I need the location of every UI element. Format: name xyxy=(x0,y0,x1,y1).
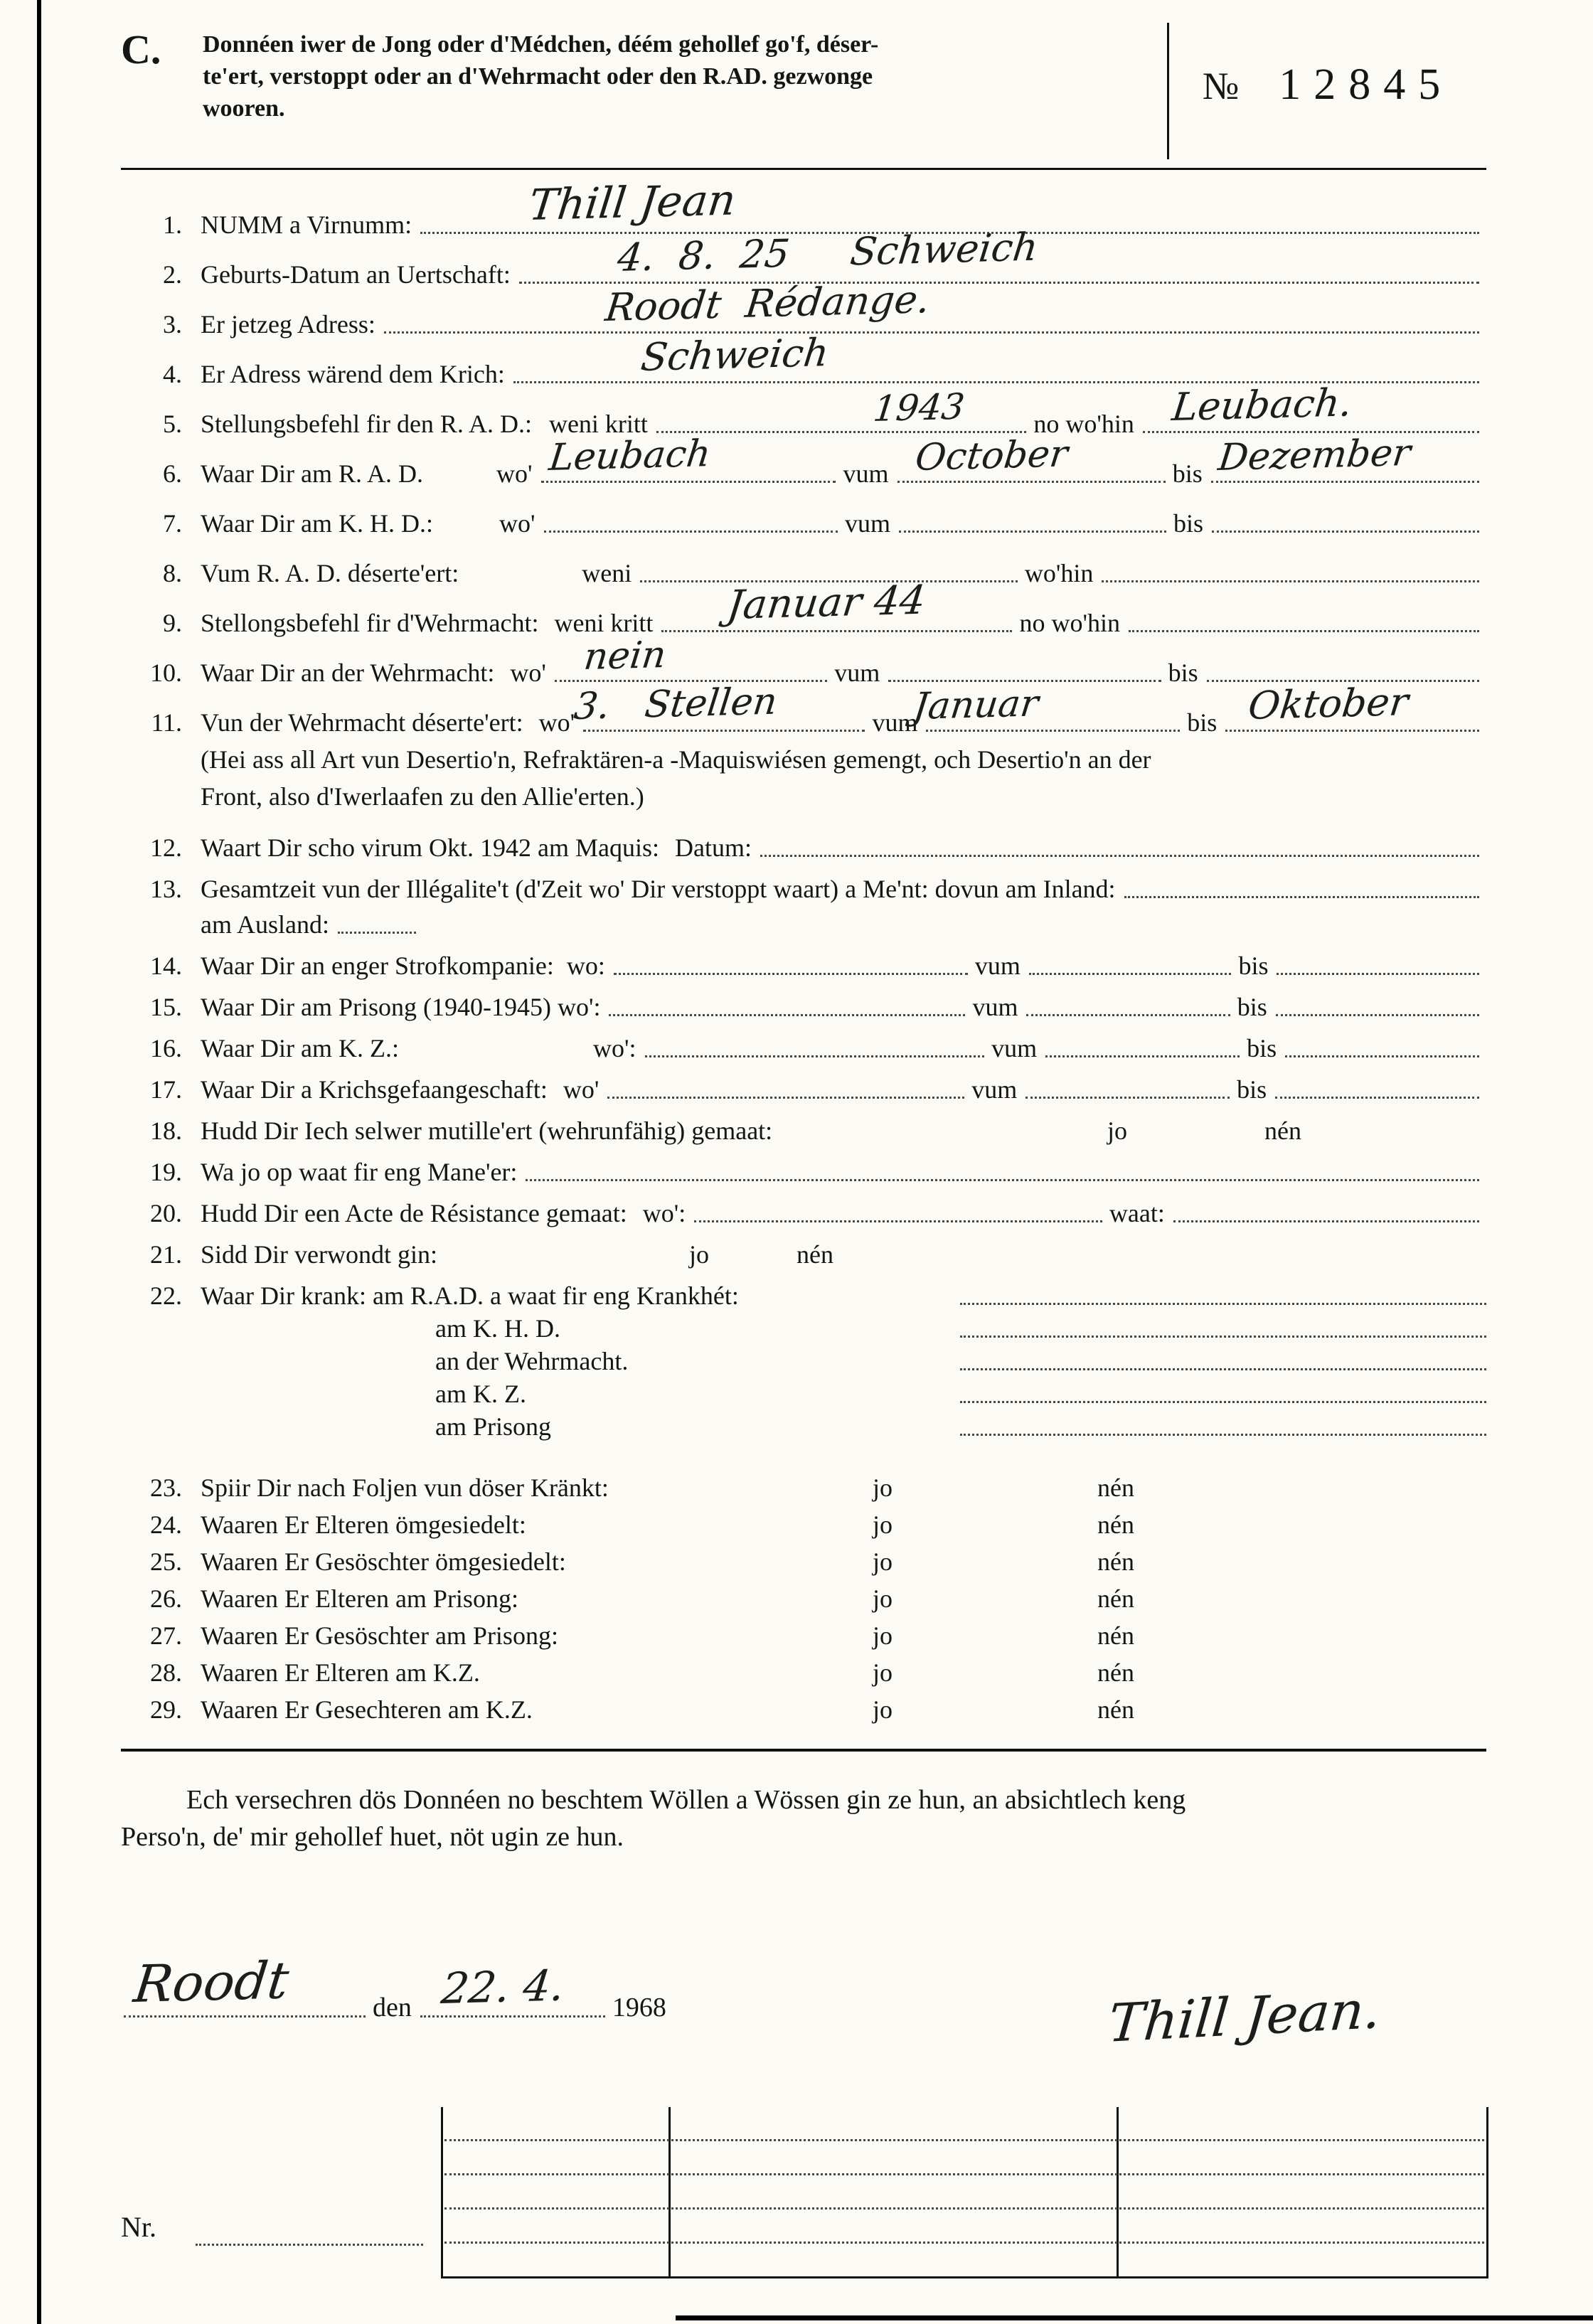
item-label: NUMM a Virnumm: xyxy=(201,210,412,239)
item-label: Geburts-Datum an Uertschaft: xyxy=(201,260,511,289)
handwritten-entry: Leubach. xyxy=(1169,380,1355,430)
item-label: vum xyxy=(974,952,1021,980)
item-number: 25. xyxy=(150,1547,182,1576)
item-label: Waaren Er Gesöschter am Prisong: xyxy=(201,1621,558,1650)
dotted-line xyxy=(694,1194,1102,1222)
dotted-line xyxy=(513,330,1479,383)
item-label: Waaren Er Elteren am K.Z. xyxy=(201,1658,480,1687)
answer-option: jo xyxy=(873,1658,893,1687)
form-item xyxy=(121,380,1486,439)
dotted-line xyxy=(1102,554,1479,582)
dotted-line xyxy=(1129,604,1479,632)
answer-option: jo xyxy=(873,1510,893,1539)
item-line xyxy=(121,904,1486,939)
handwritten-place: Roodt xyxy=(131,1950,292,2014)
item-number: 12. xyxy=(150,833,182,862)
dotted-line xyxy=(544,504,838,533)
item-line xyxy=(121,774,1486,811)
answer-option: jo xyxy=(1107,1116,1128,1145)
item-label: wo': xyxy=(642,1199,686,1227)
item-label: Waar Dir am R. A. D. xyxy=(201,459,424,488)
form-item xyxy=(121,1228,1486,1269)
item-line xyxy=(121,1104,1486,1146)
footer-table-dotted-row xyxy=(444,2139,1484,2141)
item-label: Waar Dir am K. H. D.: xyxy=(201,509,434,538)
handwritten-signature: Thill Jean. xyxy=(1105,1979,1383,2054)
nr-dotted-line xyxy=(196,2244,423,2246)
dotted-line xyxy=(1045,1029,1240,1057)
dotted-line xyxy=(519,224,1479,284)
item-label: bis xyxy=(1237,1075,1267,1104)
form-item xyxy=(121,821,1486,863)
item-label: wo'hin xyxy=(1024,559,1094,587)
answer-option: nén xyxy=(1097,1473,1134,1502)
scan-edge-bottom xyxy=(676,2315,1593,2320)
description-line: wooren. xyxy=(203,95,285,122)
item-label: vum xyxy=(834,659,880,687)
item-number: 3. xyxy=(163,310,182,339)
footer-table-vline xyxy=(1486,2107,1488,2278)
item-number: 1. xyxy=(163,210,182,239)
item-line xyxy=(121,1540,1486,1577)
item-label: wo' xyxy=(510,659,546,687)
item-number: 24. xyxy=(150,1510,182,1539)
item-number: 23. xyxy=(150,1473,182,1502)
item-label: vum xyxy=(872,708,918,737)
item-label: Sidd Dir verwondt gin: xyxy=(201,1240,437,1269)
form-item xyxy=(121,981,1486,1022)
dotted-line xyxy=(338,905,416,934)
item-line xyxy=(121,1146,1486,1187)
item-number: 29. xyxy=(150,1695,182,1724)
handwritten-entry: Januar xyxy=(911,682,1041,728)
form-header xyxy=(121,23,1486,159)
form-number xyxy=(1169,23,1486,110)
item-line xyxy=(121,1688,1486,1725)
answer-option: nén xyxy=(1097,1695,1134,1724)
numero-value: 12845 xyxy=(1279,60,1454,109)
handwritten-entry: October xyxy=(913,432,1070,479)
item-line xyxy=(121,1187,1486,1228)
item-line xyxy=(121,1063,1486,1104)
item-label: wo' xyxy=(563,1075,600,1104)
handwritten-date: 22. 4. xyxy=(438,1961,568,2014)
item-number: 8. xyxy=(163,559,182,587)
item-line xyxy=(121,1614,1486,1651)
item-line xyxy=(121,1503,1486,1540)
answer-option: jo xyxy=(689,1240,710,1269)
item-label: vum xyxy=(843,459,889,488)
item-label: wo' xyxy=(499,509,536,538)
item-number: 22. xyxy=(150,1281,182,1310)
item-line xyxy=(121,380,1486,439)
dotted-line xyxy=(384,277,1479,334)
item-line xyxy=(121,1461,1486,1503)
form-item xyxy=(121,577,1486,638)
item-label: am Prisong xyxy=(435,1412,552,1441)
item-label: am K. Z. xyxy=(435,1380,526,1408)
item-label: Spiir Dir nach Foljen vun döser Kränkt: xyxy=(201,1473,609,1502)
dotted-line xyxy=(1285,1029,1479,1057)
item-label: Waaren Er Gesechteren am K.Z. xyxy=(201,1695,533,1724)
form-item xyxy=(121,1577,1486,1614)
footer xyxy=(121,2107,1486,2285)
item-number: 16. xyxy=(150,1034,182,1062)
item-number: 26. xyxy=(150,1584,182,1613)
item-label: Waar Dir an der Wehrmacht: xyxy=(201,659,495,687)
item-number: 17. xyxy=(150,1075,182,1104)
item-label: Waaren Er Elteren am Prisong: xyxy=(201,1584,518,1613)
form-item xyxy=(121,634,1486,688)
item-label: wo' xyxy=(538,708,575,737)
form-item xyxy=(121,1063,1486,1104)
dotted-line xyxy=(960,1401,1486,1403)
dotted-line xyxy=(960,1303,1486,1305)
item-line xyxy=(121,679,1486,737)
dotted-line xyxy=(1276,988,1479,1016)
handwritten-entry: Januar 44 xyxy=(725,577,928,629)
description-line: Donnéen iwer de Jong oder d'Médchen, déém gehollef go'f, déser- xyxy=(203,31,879,58)
item-line xyxy=(121,1343,1486,1376)
item-number: 27. xyxy=(150,1621,182,1650)
item-line xyxy=(121,1311,1486,1343)
dotted-line xyxy=(555,634,827,682)
item-label: wo': xyxy=(593,1034,636,1062)
form-item xyxy=(121,489,1486,538)
item-label: wo: xyxy=(566,952,605,980)
footer-table-dotted-row xyxy=(444,2173,1484,2175)
declaration xyxy=(121,1781,1486,1855)
form-item xyxy=(121,431,1486,489)
dotted-line xyxy=(661,577,1012,632)
form-item xyxy=(121,1614,1486,1651)
item-number: 18. xyxy=(150,1116,182,1145)
item-line xyxy=(121,1269,1486,1311)
section-letter: C. xyxy=(121,26,161,73)
form-item xyxy=(121,1104,1486,1146)
item-line xyxy=(121,431,1486,489)
dotted-line xyxy=(960,1434,1486,1436)
item-label: bis xyxy=(1237,993,1267,1021)
item-label: Waar Dir krank: am R.A.D. a waat fir eng Krankhét: xyxy=(201,1281,739,1310)
form-item xyxy=(121,1540,1486,1577)
answer-option: jo xyxy=(873,1473,893,1502)
form-item xyxy=(121,1461,1486,1503)
dotted-line xyxy=(645,1029,985,1057)
handwritten-entry: 1943 xyxy=(870,385,967,430)
form-item xyxy=(121,1022,1486,1063)
dotted-line xyxy=(541,432,836,483)
item-label: Waaren Er Elteren ömgesiedelt: xyxy=(201,1510,526,1539)
item-label: bis xyxy=(1247,1034,1277,1062)
item-number: 9. xyxy=(163,609,182,637)
dotted-line xyxy=(1211,431,1479,483)
item-number: 20. xyxy=(150,1199,182,1227)
item-number: 15. xyxy=(150,993,182,1021)
item-label: Waart Dir scho virum Okt. 1942 am Maquis: xyxy=(201,833,659,862)
item-line xyxy=(121,863,1486,904)
footer-table-vline xyxy=(668,2107,671,2278)
scan-edge-left xyxy=(37,0,41,2324)
dotted-line xyxy=(1277,947,1479,975)
dotted-line xyxy=(1275,1070,1479,1099)
header-rule xyxy=(121,168,1486,170)
handwritten-entry: Thill Jean xyxy=(526,175,739,230)
item-label: Front, also d'Iwerlaafen zu den Allie'erten.) xyxy=(201,782,644,811)
item-label: Datum: xyxy=(675,833,752,862)
item-label: Vun der Wehrmacht déserte'ert: xyxy=(201,708,523,737)
numero-sign: № xyxy=(1202,65,1240,107)
handwritten-entry: Schweich xyxy=(639,330,831,380)
item-label: Er Adress wärend dem Krich: xyxy=(201,360,505,388)
item-label: bis xyxy=(1172,459,1203,488)
dotted-line xyxy=(888,654,1161,682)
answer-option: nén xyxy=(1097,1621,1134,1650)
item-label: am K. H. D. xyxy=(435,1314,560,1343)
footer-table-bottom-line xyxy=(441,2276,1488,2278)
handwritten-entry: Oktober xyxy=(1245,679,1411,728)
footer-table-dotted-row xyxy=(444,2207,1484,2210)
form-item xyxy=(121,1269,1486,1441)
form-item xyxy=(121,1503,1486,1540)
footer-table-vline xyxy=(1117,2107,1119,2278)
form-item xyxy=(121,679,1486,811)
dotted-line xyxy=(1173,1194,1479,1222)
handwritten-entry: 4. 8. 25 Schweich xyxy=(614,224,1040,280)
form-item xyxy=(121,863,1486,939)
form-item xyxy=(121,1187,1486,1228)
dotted-line xyxy=(1026,988,1230,1016)
form-item xyxy=(121,939,1486,981)
item-label: vum xyxy=(972,993,1018,1021)
item-label: weni kritt xyxy=(554,609,654,637)
answer-option: nén xyxy=(1264,1116,1301,1145)
item-label: weni kritt xyxy=(548,410,648,438)
item-number: 6. xyxy=(163,459,182,488)
item-line xyxy=(121,577,1486,638)
item-label: Gesamtzeit vun der Illégalite't (d'Zeit wo' Dir verstoppt waart) a Me'nt: dovun am Inland: xyxy=(201,875,1116,903)
answer-option: nén xyxy=(1097,1547,1134,1576)
footer-table-dotted-row xyxy=(444,2242,1484,2244)
dotted-line xyxy=(640,554,1018,582)
item-number: 19. xyxy=(150,1158,182,1186)
form-item xyxy=(121,1688,1486,1725)
item-line xyxy=(121,1651,1486,1688)
item-line xyxy=(121,1376,1486,1409)
dotted-line xyxy=(1207,654,1479,682)
dotted-line xyxy=(607,1070,964,1099)
dotted-line xyxy=(1212,504,1479,533)
item-line xyxy=(121,737,1486,774)
item-label: (Hei ass all Art vun Desertio'n, Refraktären-a -Maquiswiésen gemengt, och Desertio'n an der xyxy=(201,745,1151,774)
answer-option: nén xyxy=(1097,1658,1134,1687)
item-line xyxy=(121,1228,1486,1269)
declaration-rule xyxy=(121,1749,1486,1752)
item-label: bis xyxy=(1168,659,1198,687)
answer-option: jo xyxy=(873,1547,893,1576)
form-page xyxy=(121,23,1486,2285)
answer-option: nén xyxy=(796,1240,833,1269)
item-line xyxy=(121,939,1486,981)
item-label: vum xyxy=(991,1034,1038,1062)
item-label: vum xyxy=(971,1075,1018,1104)
item-label: Wa jo op waat fir eng Mane'er: xyxy=(201,1158,518,1186)
handwritten-entry: 3. Stellen xyxy=(572,680,780,728)
dotted-line xyxy=(1025,1070,1230,1099)
item-label: am Ausland: xyxy=(201,910,329,939)
item-label: Waar Dir a Krichsgefaangeschaft: xyxy=(201,1075,548,1104)
dotted-line xyxy=(1124,870,1479,898)
declaration-line: Perso'n, de' mir gehollef huet, nöt ugin ze hun. xyxy=(121,1822,624,1852)
item-line xyxy=(121,821,1486,863)
declaration-line: Ech versechren dös Donnéen no beschtem Wöllen a Wössen gin ze hun, an absichtlech keng xyxy=(186,1785,1186,1815)
answer-option: nén xyxy=(1097,1584,1134,1613)
footer-table-vline xyxy=(441,2107,443,2278)
dotted-line xyxy=(960,1336,1486,1338)
item-label: Waar Dir am K. Z.: xyxy=(201,1034,399,1062)
item-label: wo' xyxy=(496,459,533,488)
handwritten-entry: Leubach xyxy=(546,432,713,479)
item-number: 5. xyxy=(163,410,182,438)
dotted-line xyxy=(911,682,1180,732)
item-line xyxy=(121,1022,1486,1063)
place-dotted-line xyxy=(124,1950,366,2017)
item-label: bis xyxy=(1238,952,1269,980)
item-label: an der Wehrmacht. xyxy=(435,1347,629,1375)
handwritten-entry: Dezember xyxy=(1216,431,1413,479)
dotted-line xyxy=(656,385,1026,433)
answer-option: jo xyxy=(873,1584,893,1613)
item-line xyxy=(121,634,1486,688)
item-number: 7. xyxy=(163,509,182,538)
description-line: te'ert, verstoppt oder an d'Wehrmacht oder den R.AD. gezwonge xyxy=(203,63,873,90)
dotted-line xyxy=(897,432,1166,483)
item-label: Stellungsbefehl fir den R. A. D.: xyxy=(201,410,532,438)
item-number: 21. xyxy=(150,1240,182,1269)
nr-label: Nr. xyxy=(121,2211,156,2243)
form-item xyxy=(121,1651,1486,1688)
dotted-line xyxy=(1225,679,1479,732)
item-number: 28. xyxy=(150,1658,182,1687)
dotted-line xyxy=(609,988,965,1016)
answer-option: nén xyxy=(1097,1510,1134,1539)
dotted-line xyxy=(572,680,865,732)
item-label: weni xyxy=(582,559,632,587)
item-line xyxy=(121,981,1486,1022)
item-number: 13. xyxy=(150,875,182,903)
item-line xyxy=(121,1577,1486,1614)
item-label: bis xyxy=(1173,509,1204,538)
signature-row xyxy=(121,1917,1486,2054)
item-label: Hudd Dir een Acte de Résistance gemaat: xyxy=(201,1199,627,1227)
item-label: Waar Dir am Prisong (1940-1945) wo': xyxy=(201,993,601,1021)
item-line xyxy=(121,1409,1486,1441)
den-label: den xyxy=(373,1993,412,2022)
dotted-line xyxy=(899,504,1166,533)
item-label: Stellongsbefehl fir d'Wehrmacht: xyxy=(201,609,539,637)
item-label: Waar Dir an enger Strofkompanie: xyxy=(201,952,554,980)
form-description xyxy=(203,23,1149,124)
item-number: 14. xyxy=(150,952,182,980)
item-label: Hudd Dir Iech selwer mutille'ert (wehrunfähig) gemaat: xyxy=(201,1116,773,1145)
signature-area xyxy=(1105,1979,1383,2054)
dotted-line xyxy=(960,1368,1486,1370)
item-number: 10. xyxy=(150,659,182,687)
dotted-line xyxy=(1143,380,1479,433)
dotted-line xyxy=(760,828,1479,857)
item-label: no wo'hin xyxy=(1033,410,1134,438)
item-label: bis xyxy=(1187,708,1218,737)
item-number: 11. xyxy=(151,708,182,737)
item-label: Vum R. A. D. déserte'ert: xyxy=(201,559,459,587)
form-item xyxy=(121,1146,1486,1187)
item-number: 2. xyxy=(163,260,182,289)
dotted-line xyxy=(614,947,968,975)
date-dotted-line xyxy=(420,1961,605,2017)
handwritten-entry: Roodt Rédange. xyxy=(602,277,932,330)
item-label: no wo'hin xyxy=(1019,609,1120,637)
item-label: Er jetzeg Adress: xyxy=(201,310,375,339)
item-label: waat: xyxy=(1109,1199,1165,1227)
handwritten-entry: nein xyxy=(582,634,668,678)
items-list xyxy=(121,175,1486,1725)
item-label: vum xyxy=(845,509,891,538)
dotted-line xyxy=(526,1153,1479,1181)
dotted-line xyxy=(1029,947,1232,975)
answer-option: jo xyxy=(873,1621,893,1650)
item-number: 4. xyxy=(163,360,182,388)
year-label: 1968 xyxy=(612,1993,666,2022)
item-label: Waaren Er Gesöschter ömgesiedelt: xyxy=(201,1547,566,1576)
answer-option: jo xyxy=(873,1695,893,1724)
item-line xyxy=(121,489,1486,538)
